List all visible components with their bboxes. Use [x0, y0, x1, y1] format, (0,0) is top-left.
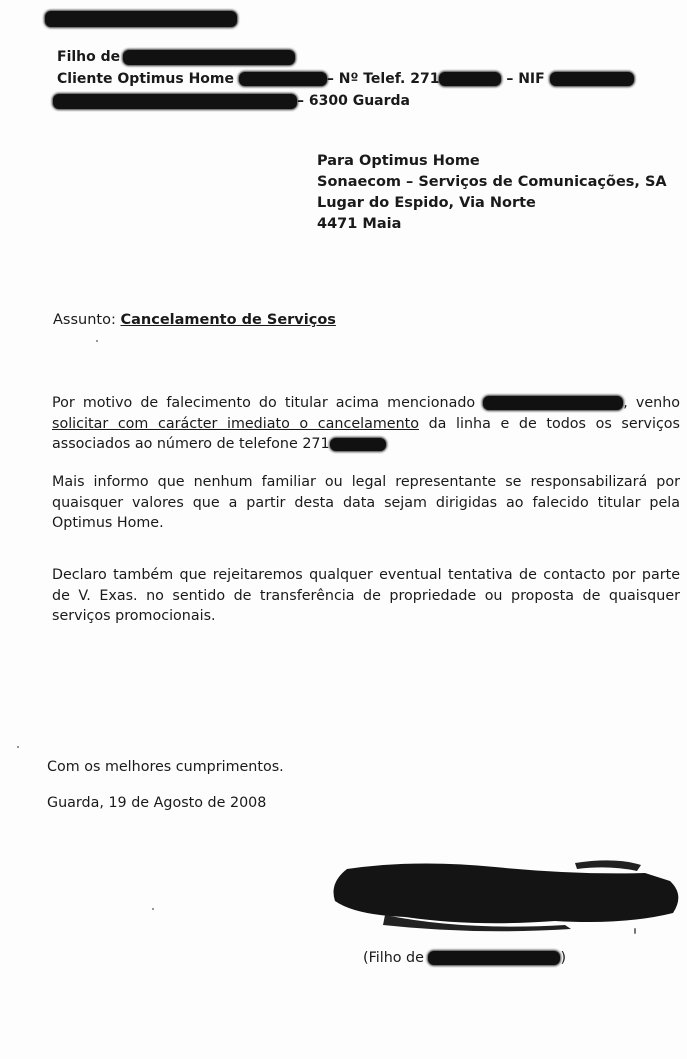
redacted-phone [439, 72, 501, 86]
redacted-parent-name [123, 50, 295, 65]
paragraph-3-line-3: serviços promocionais. [52, 608, 216, 624]
recipient-line-3: Lugar do Espido, Via Norte [317, 195, 536, 211]
sender-nif-label: – NIF [506, 71, 545, 87]
signature-caption-prefix: (Filho de [363, 950, 424, 966]
sender-filho-label: Filho de [57, 49, 121, 65]
redacted-address [53, 94, 297, 109]
paragraph-2-line-1: Mais informo que nenhum familiar ou legal representante se responsabilizará por [52, 474, 680, 490]
body-paragraph-1 [52, 393, 680, 455]
recipient-block [317, 151, 667, 235]
sender-line-1 [57, 49, 295, 65]
paragraph-2-line-3: Optimus Home. [52, 515, 164, 531]
sender-phone-label: – Nº Telef. 271 [326, 71, 440, 87]
subject-label: Assunto: [53, 312, 116, 328]
redacted-phone-body [330, 438, 386, 451]
paragraph-1-text-c: da linha e de todos os serviços [428, 415, 681, 432]
redacted-client-number [239, 72, 327, 86]
paragraph-2-line-2: quaisquer valores que a partir desta data sejam dirigidas ao falecido titular pela [52, 494, 680, 511]
paragraph-1-line-2 [52, 414, 680, 435]
subject-value: Cancelamento de Serviços [120, 312, 336, 328]
paragraph-1-line-1 [52, 393, 680, 414]
recipient-line-1: Para Optimus Home [317, 153, 480, 169]
signature-caption [363, 948, 566, 969]
redacted-name-header [45, 11, 237, 27]
redacted-deceased-name [483, 396, 623, 410]
body-paragraph-3 [52, 565, 680, 627]
recipient-line-2: Sonaecom – Serviços de Comunicações, SA [317, 174, 667, 190]
redacted-signature-parent-name [428, 951, 560, 965]
signature-scribble-main [334, 863, 679, 923]
paragraph-3-line-2: de V. Exas. no sentido de transferência de propriedade ou proposta de quaisquer [52, 587, 680, 604]
subject-line [53, 312, 336, 328]
paragraph-1-text-d: associados ao número de telefone 271 [52, 436, 330, 452]
scan-speck [17, 746, 19, 748]
paragraph-1-text-b: , venho [623, 395, 681, 411]
sender-line-3 [53, 93, 410, 109]
scan-speck [152, 908, 154, 910]
scan-speck [96, 340, 98, 342]
signature-scribble-top [575, 860, 641, 871]
redacted-nif [550, 72, 634, 86]
sender-line-2 [57, 71, 634, 87]
sender-client-label: Cliente Optimus Home [57, 71, 234, 87]
paragraph-1-line-3 [52, 434, 680, 455]
paragraph-1-underlined: solicitar com carácter imediato o cancelamento [52, 415, 419, 432]
sender-city: – 6300 Guarda [297, 93, 410, 109]
closing-place-date: Guarda, 19 de Agosto de 2008 [47, 795, 267, 811]
signature-caption-suffix: ) [560, 950, 567, 966]
recipient-line-4: 4471 Maia [317, 216, 402, 232]
closing-greeting: Com os melhores cumprimentos. [47, 759, 284, 775]
paragraph-1-text-a: Por motivo de falecimento do titular acima mencionado [52, 395, 476, 411]
body-paragraph-2 [52, 472, 680, 534]
paragraph-3-line-1: Declaro também que rejeitaremos qualquer eventual tentativa de contacto por parte [52, 567, 680, 583]
redacted-signature [325, 855, 687, 935]
scan-speck [634, 928, 636, 934]
